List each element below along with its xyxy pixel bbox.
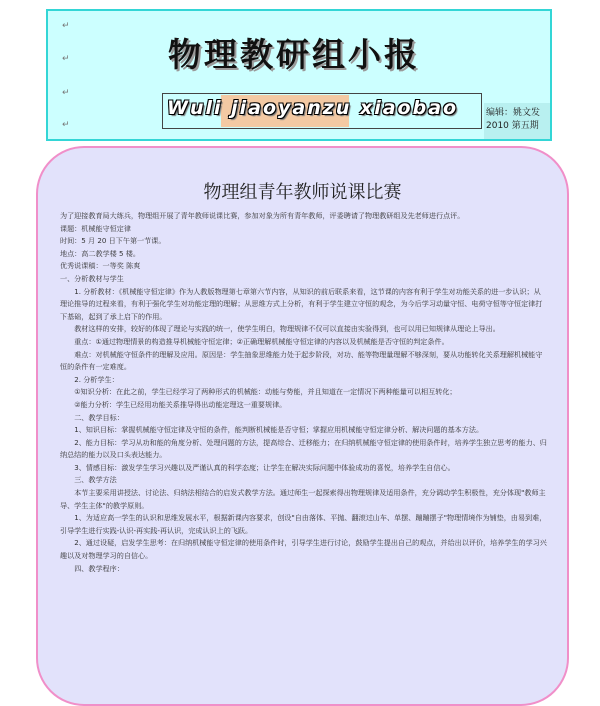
pinyin-title: Wuli jiaoyanzu xiaobao [167,97,459,119]
article-paragraph: 地点：高二教学楼 5 楼。 [60,248,140,258]
newsletter-title: 物理教研组小报 [168,35,420,74]
editor-info [484,103,550,139]
paragraph-mark: ↵ [62,21,70,31]
article-paragraph: 课题：机械能守恒定律 [60,223,131,233]
article-paragraph: 2、通过设疑，启发学生思考：在归纳机械能守恒定律的使用条件时，引导学生进行讨论，鼓励学生提出自己的观点，并给出以评价，培养学生的学习兴趣以及对物理学习的自信心。 [60,538,547,561]
article-paragraph: 四、教学程序： [74,563,124,573]
article-paragraph: 一、分析教材与学生 [60,273,124,283]
editor-name: 编辑：姚文发 [486,108,541,118]
pinyin-title-box [162,93,482,129]
article-paragraph: 难点：对机械能守恒条件的理解及应用。原因是：学生抽象思维能力处于起步阶段，对功、能等物理量理解不够深刻，要从功能转化关系理解机械能守恒的条件有一定难度。 [60,349,543,372]
issue-number: 2010 第五期 [486,121,539,131]
article-paragraph: 本节主要采用讲授法、讨论法、归纳法相结合的启发式教学方法。通过师生一起探索得出物理规律及适用条件，充分调动学生积极性，充分体现"教师主导、学生主体"的教学原则。 [60,488,546,510]
article-paragraph: 1、为适应高一学生的认识和思维发展水平，根据新课内容要求，创设"自由落体、平抛、翻滚过山车、单摆、蹦蹦摆子"物理情境作为铺垫，由易到难，引导学生进行实践-认识-再实践-再认识，完成认识上的飞跃。 [60,513,547,535]
article-paragraph: 3、情感目标：激发学生学习兴趣以及严谨认真的科学态度；让学生在解决实际问题中体验成功的喜悦，培养学生自信心。 [74,462,455,472]
article-paragraph: 1. 分析教材：《机械能守恒定律》作为人教版物理第七章第六节内容，从知识的前后联系来看，这节课的内容有利于学生对功能关系的进一步认识；从理论推导的过程来看，有利于强化学生对功能定理的理解；从思维方式上分析，有利于学生建立守恒的观念，为今后学习动量守恒、电荷守恒等守恒定律打下基础，起到了承上启下的作用。 [60,286,543,321]
article-paragraph: 2. 分析学生： [74,374,119,384]
article-paragraph: ②能力分析：学生已经用功能关系推导得出动能定理这一重要规律。 [74,399,287,409]
header-banner [46,9,552,141]
article-paragraph: 二、教学目标： [74,412,124,422]
paragraph-mark: ↵ [62,88,70,98]
article-paragraph: 教材这样的安排，较好的体现了理论与实践的统一，使学生明白，物理规律不仅可以直接由实验得到，也可以用已知规律从理论上导出。 [74,324,500,334]
article-paragraph: 为了迎接教育局大练兵，物理组开展了青年教师说课比赛，参加对象为所有青年教师，评委聘请了物理教研组及先老师进行点评。 [60,211,465,220]
article-paragraph: ①知识分析：在此之前，学生已经学习了两种形式的机械能：动能与势能，并且知道在一定情况下两种能量可以相互转化； [74,387,457,397]
paragraph-mark: ↵ [62,54,70,64]
article-paragraph: 三、教学方法 [74,475,117,485]
paragraph-mark: ↵ [62,120,70,130]
article-paragraph: 2、能力目标：学习从功和能的角度分析、处理问题的方法，提高综合、迁移能力；在归纳机械能守恒定律的使用条件时，培养学生独立思考的能力、归纳总结的能力以及口头表达能力。 [60,437,547,460]
article-paragraph: 优秀说课稿：一等奖 陈爽 [60,261,141,271]
article-box [36,146,569,706]
article-title: 物理组青年教师说课比赛 [203,182,402,203]
article-paragraph: 1、知识目标：掌握机械能守恒定律及守恒的条件，能判断机械能是否守恒；掌握应用机械能守恒定律分析、解决问题的基本方法。 [74,425,484,435]
article-paragraph: 重点：①通过物理情景的构造推导机械能守恒定律；②正确理解机械能守恒定律的内容以及机械能是否守恒的判定条件。 [74,336,449,346]
article-content [60,210,547,575]
article-paragraph: 时间：5 月 20 日下午第一节课。 [60,236,166,246]
